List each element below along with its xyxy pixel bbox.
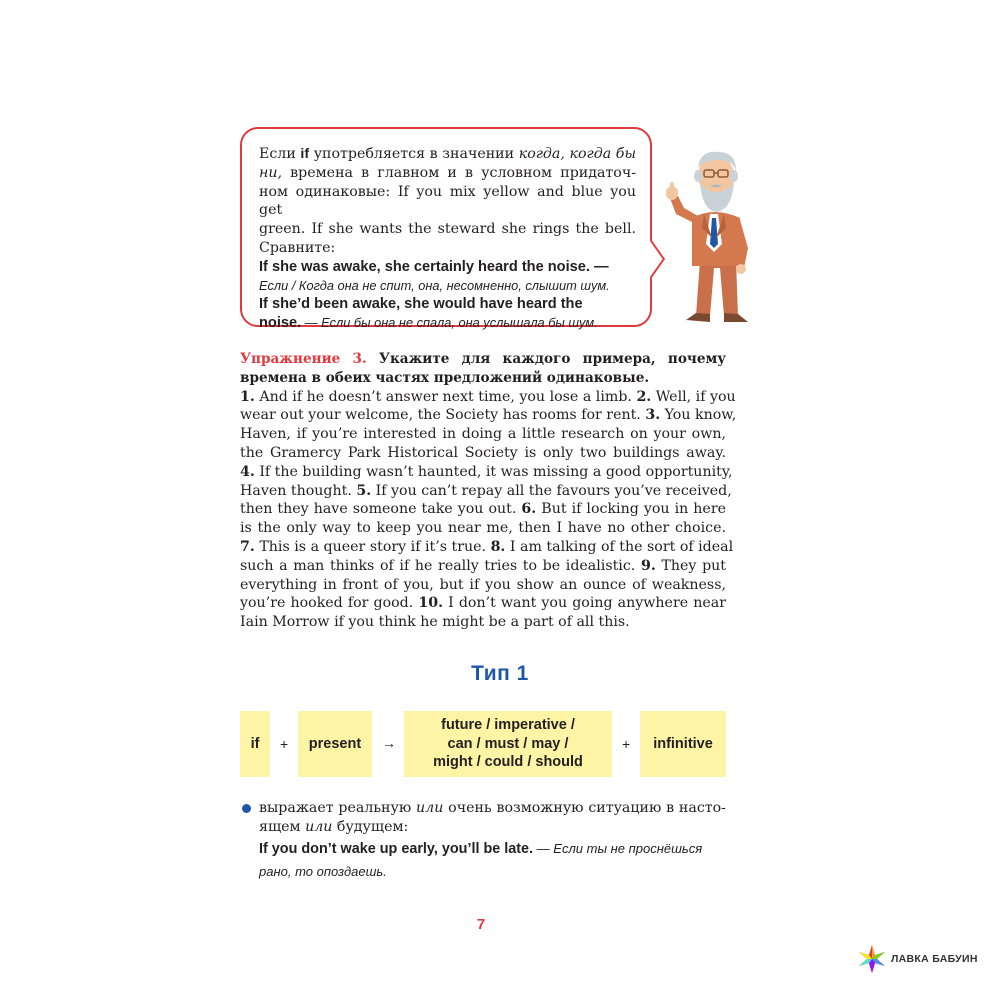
callout-example-2-en: If she’d been awake, she would have heard the — [259, 296, 583, 313]
sentence-text: everything in front of you, but if you show an ounce of weakness, — [240, 576, 726, 593]
formula-if: if — [240, 711, 270, 777]
item-number: 7. — [240, 538, 255, 555]
exercise-line — [240, 500, 726, 519]
sentence-text: I don’t want you going anywhere near — [443, 595, 726, 612]
item-number: 5. — [356, 482, 372, 499]
exercise-line — [240, 538, 734, 557]
sentence-text: the Gramercy Park Historical Society is only two buildings away. — [240, 444, 726, 461]
sentence-text: is the only way to keep you near me, then I have no other choice. — [240, 520, 726, 537]
sentence-text: But if locking you in here — [536, 501, 727, 518]
formula-result-line-3: might / could / should — [433, 754, 583, 771]
sentence-text: And if he doesn’t answer next time, you lose a limb. — [254, 388, 637, 405]
sentence-text: Haven thought. — [240, 482, 357, 499]
sentence-text: you’re hooked for good. — [240, 595, 419, 612]
sentence-text: I am talking of the sort of ideal — [505, 538, 734, 555]
exercise-line — [240, 406, 737, 425]
formula-present: present — [298, 711, 372, 777]
usage-example: If you don’t wake up early, you’ll be late. — Если ты не проснёшься — [259, 841, 703, 857]
exercise-line — [240, 444, 726, 463]
exercise-line — [240, 482, 732, 501]
formula-infinitive: infinitive — [640, 711, 726, 777]
type-1-heading: Тип 1 — [471, 662, 529, 685]
item-number: 2. — [636, 388, 652, 405]
sentence-text: This is a queer story if it’s true. — [254, 538, 491, 555]
exercise-title-line-2: времена в обеих частях предложений одинаковые. — [240, 369, 650, 386]
exercise-line — [240, 613, 726, 632]
formula-plus-2: + — [622, 736, 631, 752]
formula-result-line-2: can / must / may / — [447, 735, 569, 752]
item-number: 9. — [640, 557, 656, 574]
store-name: ЛАВКА БАБУИН — [891, 953, 978, 965]
callout-example-1-ru: Если / Когда она не спит, она, несомненно, слышит шум. — [259, 277, 610, 293]
sentence-text: Haven, if you’re interested in doing a little research on your own, — [240, 426, 726, 443]
sentence-text: such a man thinks of if he really tries to be idealistic. — [240, 557, 641, 574]
sentence-text: If you can’t repay all the favours you’ve received, — [371, 482, 732, 499]
sentence-text: then they have someone take you out. — [240, 501, 522, 518]
item-number: 6. — [521, 501, 537, 518]
item-number: 4. — [240, 463, 255, 480]
exercise-line — [240, 576, 726, 595]
professor-illustration — [652, 148, 772, 333]
callout-line-3: ном одинаковые: If you mix yellow and blue you get — [259, 183, 636, 219]
sentence-text: They put — [655, 557, 726, 574]
exercise-line — [240, 463, 733, 482]
store-logo — [857, 944, 978, 974]
rule-callout-box — [240, 127, 652, 332]
usage-example-translation: рано, то опоздаешь. — [259, 863, 387, 879]
bullet-icon — [242, 804, 251, 813]
callout-compare-label: Сравните: — [259, 239, 336, 256]
sentence-text: You know, — [660, 407, 737, 424]
sentence-text: If the building wasn’t haunted, it was missing a good opportunity, — [254, 463, 733, 480]
item-number: 8. — [490, 538, 506, 555]
item-number: 1. — [240, 388, 255, 405]
exercise-line — [240, 594, 726, 613]
sentence-text: Well, if you — [651, 388, 736, 405]
sentence-text: Iain Morrow if you think he might be a part of all this. — [240, 614, 630, 631]
exercise-title-line-1: Упражнение 3. Укажите для каждого примера, почему — [240, 351, 726, 367]
usage-line-2: ящем или будущем: — [259, 819, 409, 835]
item-number: 10. — [418, 595, 444, 612]
page-number: 7 — [476, 916, 486, 933]
item-number: 3. — [645, 407, 661, 424]
star-logo-icon — [857, 944, 887, 974]
usage-line-1: выражает реальную или очень возможную ситуацию в насто- — [259, 800, 726, 816]
exercise-line — [240, 388, 736, 407]
formula-arrow: → — [382, 735, 396, 751]
exercise-line — [240, 557, 726, 576]
formula-plus-1: + — [280, 736, 289, 752]
callout-example-2-cont: noise. — Если бы она не спала, она услышала бы шум. — [259, 315, 598, 332]
callout-example-1-en: If she was awake, she certainly heard the noise. — — [259, 258, 609, 275]
callout-line-2: ни, времена в главном и в условном придаточ- — [259, 164, 636, 181]
exercise-body — [240, 388, 737, 632]
formula-result — [404, 711, 612, 777]
sentence-text: wear out your welcome, the Society has rooms for rent. — [240, 407, 646, 424]
formula-result-line-1: future / imperative / — [441, 717, 575, 734]
exercise-3 — [240, 350, 737, 632]
callout-line-4: green. If she wants the steward she rings the bell. — [259, 221, 636, 238]
callout-line-1: Если if употребляется в значении когда, когда бы — [259, 146, 636, 162]
usage-note — [259, 799, 726, 881]
exercise-line — [240, 519, 726, 538]
exercise-line — [240, 425, 726, 444]
